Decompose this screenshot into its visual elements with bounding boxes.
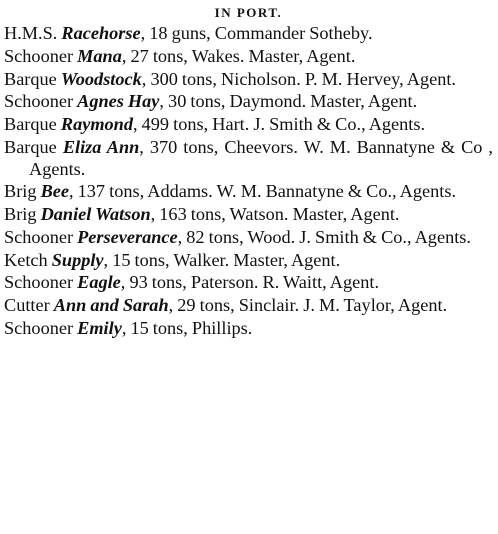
ship-name: Racehorse — [61, 23, 141, 43]
vessel-type: Schooner — [4, 91, 78, 112]
entry-details: , 27 tons, Wakes. Master, Agent. — [121, 45, 356, 66]
shipping-entry — [4, 272, 493, 294]
entry-details: , 15 tons, Walker. Master, Agent. — [103, 249, 341, 270]
shipping-list — [4, 23, 493, 340]
entry-details: , 163 tons, Watson. Master, Agent. — [150, 204, 400, 225]
vessel-type: Schooner — [4, 272, 78, 293]
vessel-type: Ketch — [4, 249, 52, 270]
vessel-type: Brig — [4, 181, 41, 202]
shipping-entry — [4, 137, 493, 180]
entry-details: , 15 tons, Phillips. — [121, 317, 253, 338]
shipping-entry — [4, 46, 493, 68]
ship-name: Supply — [51, 249, 104, 270]
shipping-entry — [4, 318, 493, 340]
shipping-entry — [4, 250, 493, 272]
shipping-entry — [4, 114, 493, 136]
shipping-entry — [4, 23, 493, 45]
vessel-type: Brig — [4, 204, 41, 225]
entry-details: , 30 tons, Daymond. Master, Agent. — [159, 91, 418, 112]
vessel-type: Barque — [4, 136, 63, 157]
ship-name: Agnes Hay — [77, 91, 160, 112]
shipping-entry — [4, 295, 493, 317]
shipping-entry — [4, 91, 493, 113]
ship-name: Emily — [77, 317, 122, 338]
entry-details: , 300 tons, Nicholson. P. M. Hervey, Agent. — [141, 68, 457, 89]
ship-name: Eagle — [77, 272, 121, 293]
vessel-type: H.M.S. — [4, 23, 62, 43]
section-heading: IN PORT. — [214, 5, 283, 20]
shipping-entry — [4, 204, 493, 226]
entry-details: , 82 tons, Wood. J. Smith & Co., Agents. — [177, 226, 471, 247]
entry-details: , 370 tons, Cheevors. W. M. Bannatyne & Co , Agents. — [29, 136, 493, 179]
ship-name: Eliza Ann — [62, 136, 140, 157]
shipping-entry — [4, 181, 493, 203]
ship-name: Mana — [77, 45, 122, 66]
entry-details: , 93 tons, Paterson. R. Waitt, Agent. — [120, 272, 380, 293]
ship-name: Raymond — [60, 114, 133, 135]
entry-details: , 137 tons, Addams. W. M. Bannatyne & Co., Agents. — [69, 181, 457, 202]
ship-name: Ann and Sarah — [53, 295, 169, 316]
ship-name: Woodstock — [60, 68, 142, 89]
ship-name: Daniel Watson — [40, 204, 151, 225]
ship-name: Perseverance — [77, 226, 178, 247]
vessel-type: Cutter — [4, 295, 54, 316]
vessel-type: Schooner — [4, 45, 78, 66]
shipping-entry — [4, 227, 493, 249]
entry-details: , 18 guns, Commander Sotheby. — [140, 23, 373, 43]
ship-name: Bee — [40, 181, 69, 202]
vessel-type: Schooner — [4, 226, 78, 247]
entry-details: , 29 tons, Sinclair. J. M. Taylor, Agent. — [168, 295, 448, 316]
vessel-type: Barque — [4, 68, 61, 89]
vessel-type: Schooner — [4, 317, 78, 338]
vessel-type: Barque — [4, 114, 61, 135]
entry-details: , 499 tons, Hart. J. Smith & Co., Agents. — [133, 114, 426, 135]
shipping-entry — [4, 69, 493, 91]
